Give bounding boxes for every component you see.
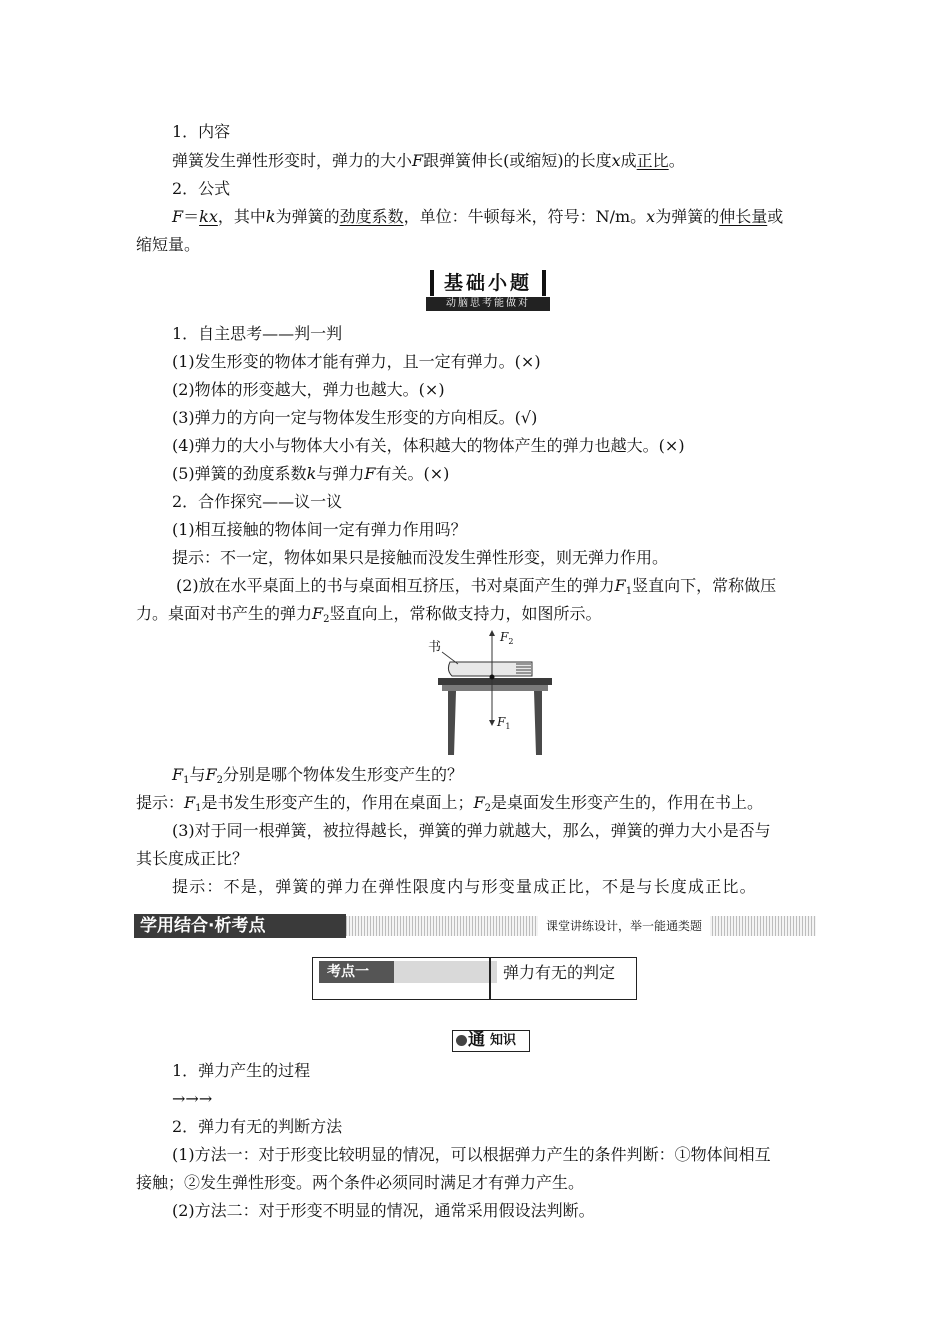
underlined-answer: 正比 <box>636 151 669 170</box>
banner-title: 学用结合·析考点 <box>134 914 346 938</box>
hint-1: 提示：不一定，物体如果只是接触而没发生弹性形变，则无弹力作用。 <box>172 548 669 567</box>
text: 或 <box>767 207 784 226</box>
method-1-cont: 接触；②发生弹性形变。两个条件必须同时满足才有弹力产生。 <box>136 1173 585 1192</box>
var-F2: F <box>473 793 485 812</box>
section-banner <box>134 914 816 938</box>
subscript: 2 <box>216 775 223 786</box>
text: 与弹力 <box>316 464 365 483</box>
table-top <box>438 678 552 685</box>
judge-item-1: (1)发生形变的物体才能有弹力，且一定有弹力。(×) <box>172 352 541 371</box>
text: 是桌面发生形变产生的，作用在书上。 <box>491 793 764 812</box>
figure-label-F1 <box>497 715 510 734</box>
heading-self-think: 1．自主思考——判一判 <box>172 324 343 343</box>
var-k: k <box>306 464 317 483</box>
topic-tag-label: 考点一 <box>327 964 369 980</box>
heading-methods: 2．弹力有无的判断方法 <box>172 1117 343 1136</box>
force-F1-arrow <box>489 720 495 726</box>
paragraph-formula <box>172 207 783 227</box>
text: 为弹簧的 <box>655 207 720 226</box>
general-knowledge-badge <box>452 1030 530 1052</box>
process-arrows: →→→ <box>172 1089 213 1108</box>
question-3 <box>172 765 463 791</box>
badge-main-char: 通 <box>468 1030 485 1050</box>
underlined-answer: kx <box>199 207 218 226</box>
underlined-answer: 伸长量 <box>719 207 768 226</box>
topic-tag <box>319 961 497 983</box>
subscript: 1 <box>625 586 633 597</box>
var-F: F <box>172 207 184 226</box>
hint-4: 提示：不是，弹簧的弹力在弹性限度内与形变量成正比，不是与长度成正比。 <box>172 877 757 896</box>
underlined-answer: 劲度系数 <box>339 207 404 226</box>
text: ，其中 <box>217 207 266 226</box>
subscript: 1 <box>195 803 202 814</box>
question-1: (1)相互接触的物体间一定有弹力作用吗？ <box>172 520 467 539</box>
figure-label-book: 书 <box>428 640 442 655</box>
text: 成 <box>620 151 637 170</box>
question-2 <box>176 576 776 602</box>
text: F <box>500 630 509 644</box>
text: 跟弹簧伸长(或缩短)的长度 <box>423 151 612 170</box>
text: 竖直向下，常称做压 <box>632 576 777 595</box>
text: 。 <box>668 151 685 170</box>
text: (5)弹簧的劲度系数 <box>172 464 307 483</box>
subscript: 1 <box>505 722 511 731</box>
contact-point <box>490 675 495 680</box>
text: 是书发生形变产生的，作用在桌面上； <box>201 793 474 812</box>
paragraph-formula-cont: 缩短量。 <box>136 235 201 254</box>
subscript: 2 <box>508 637 514 646</box>
text: ，单位：牛顿每米，符号：N/m。 <box>403 207 647 226</box>
text: 为弹簧的 <box>275 207 340 226</box>
table-apron <box>442 685 548 691</box>
var-x: x <box>611 151 621 170</box>
topic-title: 弹力有无的判定 <box>503 963 616 982</box>
topic-box <box>312 957 637 1000</box>
text: ＝ <box>183 207 200 226</box>
var-F1: F <box>172 765 184 784</box>
subscript: 2 <box>484 803 491 814</box>
table-leg-left <box>448 691 456 755</box>
chevron-down-icon <box>456 1035 467 1046</box>
table-leg-right <box>534 691 542 755</box>
var-F1: F <box>184 793 196 812</box>
text: 提示： <box>136 793 185 812</box>
question-2-cont <box>136 604 602 630</box>
text: 有关。(×) <box>375 464 450 483</box>
paragraph-content <box>172 151 685 171</box>
text: 分别是哪个物体发生形变产生的？ <box>222 765 463 784</box>
var-F: F <box>364 464 376 483</box>
var-F: F <box>412 151 424 170</box>
badge-tail: 知识 <box>490 1033 517 1048</box>
heading-formula: 2．公式 <box>172 179 231 198</box>
figure-label-F2 <box>500 630 513 649</box>
banner-subtitle: 课堂讲练设计，举一能通类题 <box>538 916 710 936</box>
var-x: x <box>646 207 656 226</box>
text: (2)放在水平桌面上的书与桌面相互挤压，书对桌面产生的弹力 <box>176 576 615 595</box>
var-F1: F <box>614 576 626 595</box>
judge-item-2: (2)物体的形变越大，弹力也越大。(×) <box>172 380 445 399</box>
badge-subtitle: 动脑思考能做对 <box>426 297 550 311</box>
question-4: (3)对于同一根弹簧，被拉得越长，弹簧的弹力就越大，那么，弹簧的弹力大小是否与 <box>172 821 771 840</box>
force-F2-arrow <box>489 630 495 636</box>
text: 弹簧发生弹性形变时，弹力的大小 <box>172 151 413 170</box>
var-F2: F <box>312 604 324 623</box>
subscript: 2 <box>323 614 330 625</box>
judge-item-3: (3)弹力的方向一定与物体发生形变的方向相反。(√) <box>172 408 538 427</box>
var-k: k <box>265 207 276 226</box>
method-2: (2)方法二：对于形变不明显的情况，通常采用假设法判断。 <box>172 1201 595 1220</box>
var-F2: F <box>205 765 217 784</box>
question-4-cont: 其长度成正比？ <box>136 849 249 868</box>
text: 竖直向上，常称做支持力，如图所示。 <box>329 604 602 623</box>
badge-title: 基础小题 <box>430 270 546 296</box>
judge-item-4: (4)弹力的大小与物体大小有关，体积越大的物体产生的弹力也越大。(×) <box>172 436 685 455</box>
method-1: (1)方法一：对于形变比较明显的情况，可以根据弹力产生的条件判断：①物体间相互 <box>172 1145 771 1164</box>
text: 力。桌面对书产生的弹力 <box>136 604 313 623</box>
text: 与 <box>189 765 206 784</box>
basic-questions-badge <box>424 270 552 312</box>
text: F <box>497 715 506 729</box>
subscript: 1 <box>183 775 190 786</box>
hint-3 <box>136 793 763 819</box>
heading-content: 1．内容 <box>172 122 231 141</box>
heading-process: 1．弹力产生的过程 <box>172 1061 311 1080</box>
heading-cooperate: 2．合作探究——议一议 <box>172 492 343 511</box>
topic-divider <box>489 958 491 999</box>
judge-item-5 <box>172 464 449 484</box>
